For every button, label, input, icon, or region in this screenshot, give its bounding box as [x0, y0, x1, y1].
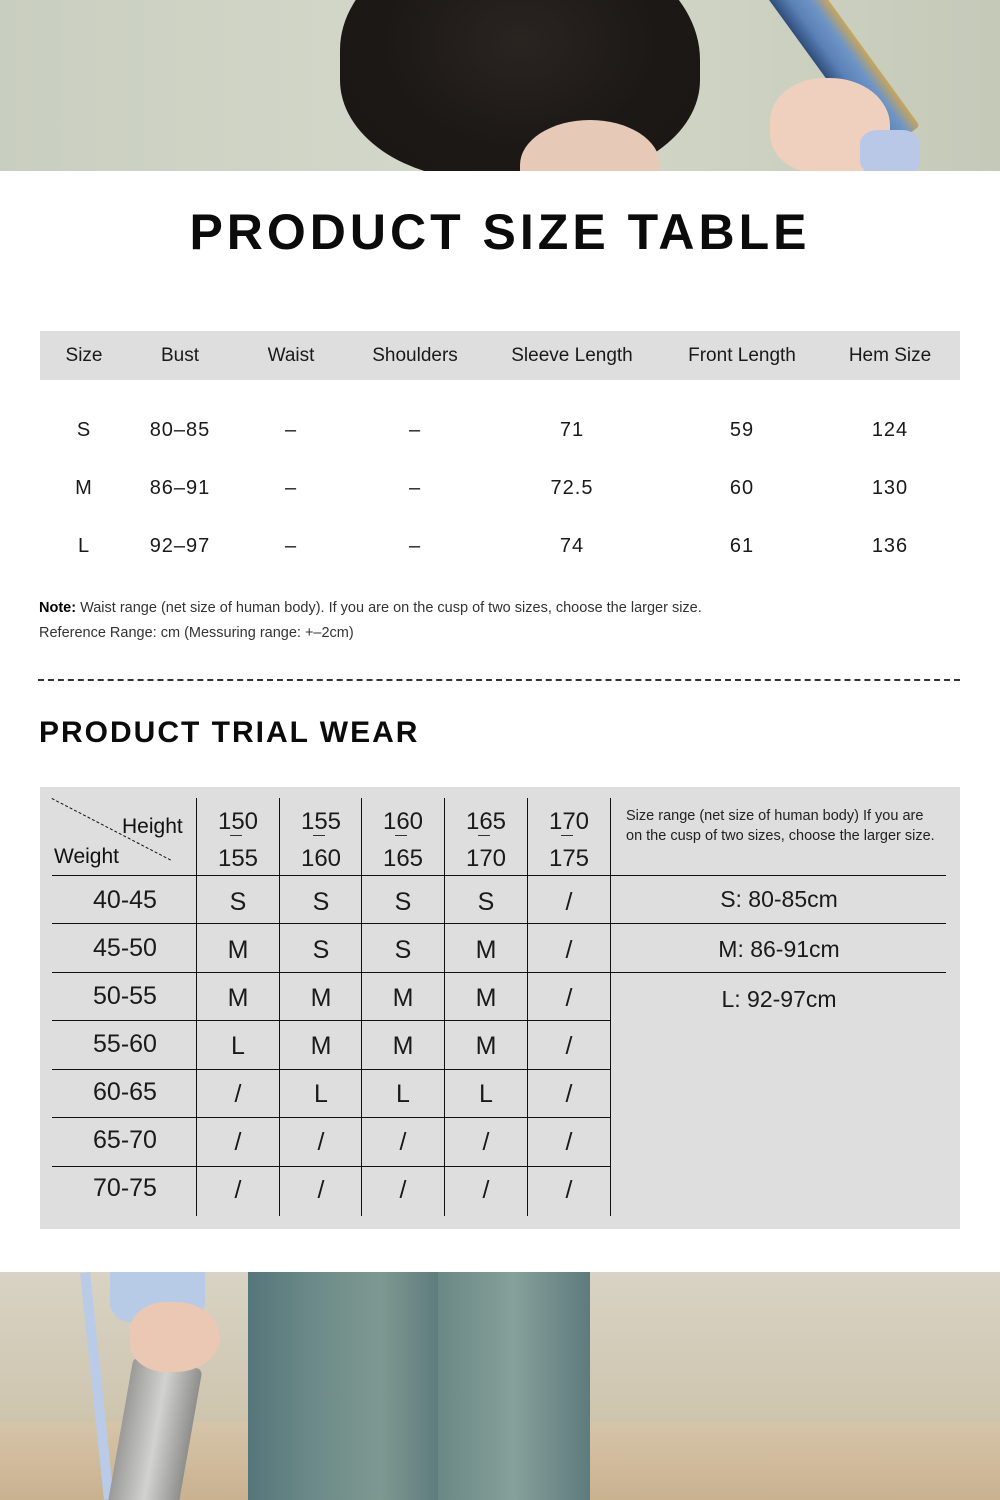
height-to: 155: [217, 845, 259, 872]
jeans-right-leg: [438, 1272, 590, 1500]
table-cell: 124: [871, 418, 909, 441]
table-cell: –: [284, 476, 298, 499]
corner-weight-label: Weight: [54, 845, 119, 868]
grid-cell: M: [227, 936, 249, 964]
grid-cell: M: [392, 984, 414, 1012]
height-header: [197, 803, 279, 877]
grid-cell: S: [312, 888, 330, 916]
note-text: Waist range (net size of human body). If you are on the cusp of two sizes, choose the larger size.: [76, 600, 702, 616]
weight-label: 60-65: [93, 1078, 157, 1106]
size-range-note: [626, 806, 956, 846]
table-cell: 60: [729, 476, 755, 499]
table-cell: 71: [559, 418, 585, 441]
bottom-model-photo: [0, 1272, 1000, 1500]
header-shoulders: Shoulders: [372, 344, 458, 366]
size-note: [39, 596, 702, 646]
height-from: 160: [382, 808, 424, 835]
grid-cell: /: [399, 1128, 407, 1156]
grid-line: [610, 798, 611, 1216]
table-cell: 130: [871, 476, 909, 499]
height-to: 175: [548, 845, 590, 872]
grid-cell: S: [312, 936, 330, 964]
grid-cell: /: [234, 1080, 242, 1108]
grid-cell: M: [475, 1032, 497, 1060]
grid-cell: S: [394, 936, 412, 964]
grid-cell: /: [399, 1176, 407, 1204]
grid-cell: L: [231, 1032, 245, 1060]
table-cell: –: [408, 418, 422, 441]
header-hem-size: Hem Size: [848, 344, 932, 366]
model-hand: [130, 1302, 220, 1372]
table-cell: 92–97: [149, 534, 211, 557]
weight-label: 45-50: [93, 934, 157, 962]
size-table-header: [40, 331, 960, 380]
grid-cell: M: [475, 984, 497, 1012]
page-title: PRODUCT SIZE TABLE: [189, 204, 811, 260]
table-cell: –: [284, 534, 298, 557]
range-s: S: 80-85cm: [720, 886, 838, 912]
height-header: [362, 803, 444, 877]
height-to: 160: [300, 845, 342, 872]
blue-bag: [860, 130, 920, 171]
range-m: M: 86-91cm: [718, 936, 840, 962]
trial-title: PRODUCT TRIAL WEAR: [39, 716, 420, 749]
grid-cell: /: [565, 1080, 573, 1108]
grid-cell: /: [234, 1128, 242, 1156]
table-cell: 59: [729, 418, 755, 441]
grid-cell: L: [479, 1080, 493, 1108]
header-bust: Bust: [160, 344, 200, 366]
height-header: [280, 803, 362, 877]
range-note-line: on the cusp of two sizes, choose the larger size.: [626, 828, 935, 844]
reference-range: Reference Range: cm (Messuring range: +–2cm): [39, 625, 354, 641]
weight-label: 65-70: [93, 1126, 157, 1154]
table-cell: L: [77, 534, 91, 557]
size-row-m: [40, 468, 960, 508]
grid-cell: /: [317, 1176, 325, 1204]
grid-cell: S: [477, 888, 495, 916]
range-note-line: Size range (net size of human body) If you are: [626, 808, 924, 824]
weight-label: 40-45: [93, 886, 157, 914]
grid-line: [52, 923, 946, 924]
header-size: Size: [65, 344, 103, 366]
header-sleeve-length: Sleeve Length: [511, 344, 633, 366]
grid-cell: /: [482, 1128, 490, 1156]
top-model-photo: [0, 0, 1000, 171]
grid-cell: /: [565, 984, 573, 1012]
grid-cell: L: [314, 1080, 328, 1108]
table-cell: 72.5: [550, 476, 594, 499]
grid-cell: S: [229, 888, 247, 916]
jeans-left-leg: [248, 1272, 438, 1500]
height-from: 170: [548, 808, 590, 835]
grid-cell: /: [565, 1032, 573, 1060]
range-l: L: 92-97cm: [721, 986, 837, 1012]
table-cell: –: [408, 476, 422, 499]
table-cell: 74: [559, 534, 585, 557]
grid-cell: M: [475, 936, 497, 964]
corner-height-label: Height: [122, 815, 183, 838]
weight-label: 55-60: [93, 1030, 157, 1058]
table-cell: –: [284, 418, 298, 441]
grid-cell: /: [317, 1128, 325, 1156]
height-to: 170: [465, 845, 507, 872]
grid-cell: /: [565, 1176, 573, 1204]
header-waist: Waist: [267, 344, 315, 366]
table-cell: S: [76, 418, 92, 441]
grid-cell: M: [227, 984, 249, 1012]
grid-line: [52, 972, 946, 973]
size-row-s: [40, 410, 960, 450]
table-cell: –: [408, 534, 422, 557]
grid-cell: /: [234, 1176, 242, 1204]
grid-cell: /: [565, 936, 573, 964]
grid-cell: M: [392, 1032, 414, 1060]
table-cell: 86–91: [149, 476, 211, 499]
grid-cell: M: [310, 984, 332, 1012]
note-label: Note:: [39, 600, 77, 616]
height-header: [445, 803, 527, 877]
grid-cell: L: [396, 1080, 410, 1108]
height-from: 150: [217, 808, 259, 835]
header-front-length: Front Length: [688, 344, 796, 366]
dashed-divider: [38, 679, 960, 681]
grid-cell: S: [394, 888, 412, 916]
grid-cell: M: [310, 1032, 332, 1060]
grid-cell: /: [482, 1176, 490, 1204]
table-cell: 61: [729, 534, 755, 557]
grid-cell: /: [565, 888, 573, 916]
table-cell: M: [75, 476, 93, 499]
table-cell: 80–85: [149, 418, 211, 441]
height-from: 165: [465, 808, 507, 835]
weight-label: 50-55: [93, 982, 157, 1010]
weight-label: 70-75: [93, 1174, 157, 1202]
size-row-l: [40, 526, 960, 566]
height-header: [528, 803, 610, 877]
grid-cell: /: [565, 1128, 573, 1156]
height-from: 155: [300, 808, 342, 835]
table-cell: 136: [871, 534, 909, 557]
height-to: 165: [382, 845, 424, 872]
